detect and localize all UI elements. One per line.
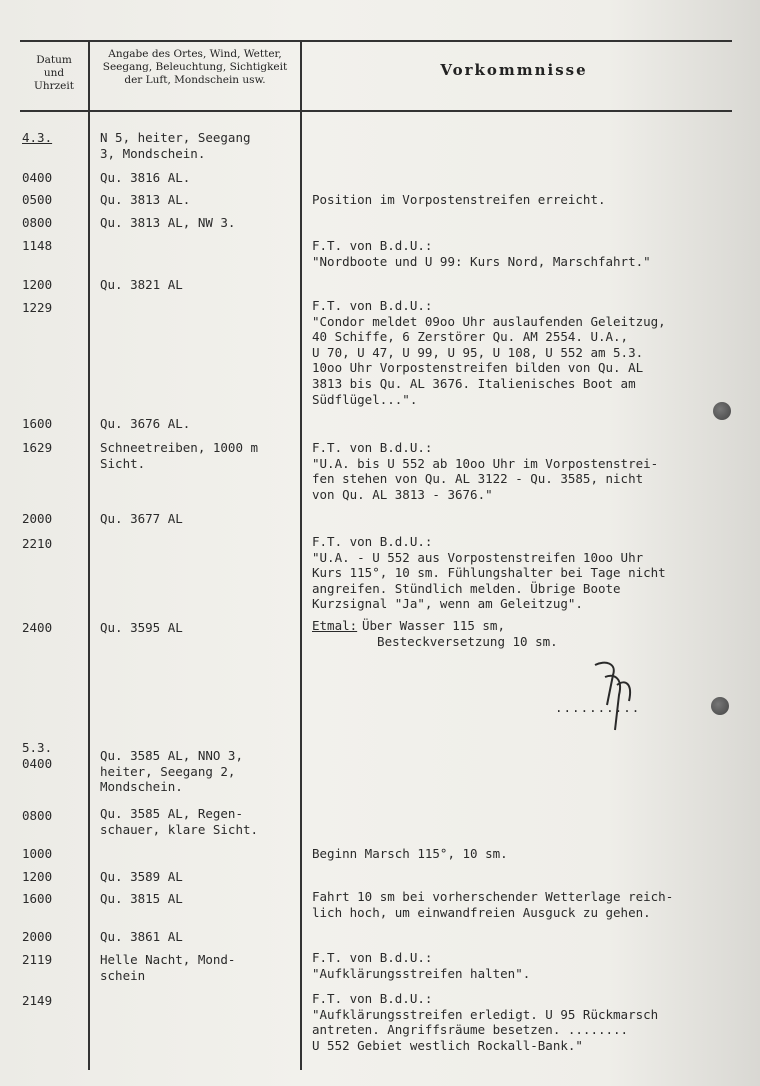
row-time: 4.3. — [22, 130, 53, 145]
column-divider-1 — [88, 40, 90, 1070]
row-time: 2119 — [22, 952, 53, 967]
row-location: Qu. 3585 AL, Regen- schauer, klare Sicht. — [100, 806, 259, 837]
row-time: 0400 — [22, 170, 53, 185]
row-event: F.T. von B.d.U.: "U.A. bis U 552 ab 10oo Uhr im Vorpostenstrei- fen stehen von Qu. AL 3122 - Qu. 3585, nicht von Qu. AL 3813 - 3676." — [312, 440, 659, 502]
header-ort-line: der Luft, Mondschein usw. — [124, 74, 266, 86]
hole-punch-dot — [711, 697, 729, 715]
row-time: 2000 — [22, 511, 53, 526]
row-location: Qu. 3861 AL — [100, 929, 183, 944]
row-location: Qu. 3589 AL — [100, 869, 183, 884]
row-event: Über Wasser 115 sm, Besteckversetzung 10 sm. — [362, 618, 558, 649]
row-location: Schneetreiben, 1000 m Sicht. — [100, 440, 259, 471]
header-ort-line: Seegang, Beleuchtung, Sichtigkeit — [102, 61, 288, 73]
row-event: F.T. von B.d.U.: "Aufklärungsstreifen erledigt. U 95 Rückmarsch antreten. Angriffsräume besetzen. ........ U 552 Gebiet westlich Rockall-Bank." — [312, 991, 659, 1053]
etmal-label: Etmal: — [312, 618, 358, 633]
row-time: 1200 — [22, 277, 53, 292]
signature-dots: .......... — [555, 700, 641, 715]
row-time: 0500 — [22, 192, 53, 207]
column-divider-2 — [300, 40, 302, 1070]
row-event: F.T. von B.d.U.: "Nordboote und U 99: Kurs Nord, Marschfahrt." — [312, 238, 651, 269]
hole-punch-dot — [713, 402, 731, 420]
row-time: 1600 — [22, 891, 53, 906]
row-location: Qu. 3821 AL — [100, 277, 183, 292]
row-event: F.T. von B.d.U.: "U.A. - U 552 aus Vorpostenstreifen 10oo Uhr Kurs 115°, 10 sm. Fühlungshalter bei Tage nicht angreifen. Stündlich melden. Übrige Boote Kurzsignal "Ja", wenn am Geleitzug". — [312, 534, 666, 612]
header-rule — [20, 110, 732, 112]
row-location: Qu. 3813 AL, NW 3. — [100, 215, 236, 230]
row-location: Qu. 3677 AL — [100, 511, 183, 526]
row-time: 5.3. 0400 — [22, 740, 53, 771]
row-time: 0800 — [22, 215, 53, 230]
row-location: Helle Nacht, Mond- schein — [100, 952, 236, 983]
row-location: Qu. 3595 AL — [100, 620, 183, 635]
row-event: Fahrt 10 sm bei vorherschender Wetterlage reich- lich hoch, um einwandfreien Ausguck zu gehen. — [312, 889, 674, 920]
row-event: F.T. von B.d.U.: "Condor meldet 09oo Uhr auslaufenden Geleitzug, 40 Schiffe, 6 Zerstörer Qu. AM 2554. U.A., U 70, U 47, U 99, U 95, U 108, U 552 am 5.3. 10oo Uhr Vorpostenstreifen bilden von Qu. AL 3813 bis Qu. AL 3676. Italienisches Boot am Südflügel...". — [312, 298, 666, 407]
row-time: 1200 — [22, 869, 53, 884]
handwritten-signature — [555, 655, 695, 735]
row-time: 1229 — [22, 300, 53, 315]
row-time: 2210 — [22, 536, 53, 551]
row-event: Beginn Marsch 115°, 10 sm. — [312, 846, 508, 861]
row-time: 2000 — [22, 929, 53, 944]
top-rule — [20, 40, 732, 42]
header-datum-line: und — [43, 67, 65, 79]
header-datum — [22, 54, 86, 93]
row-time: 2149 — [22, 993, 53, 1008]
row-time: 0800 — [22, 808, 53, 823]
header-ort-line: Angabe des Ortes, Wind, Wetter, — [108, 48, 282, 60]
row-event: F.T. von B.d.U.: "Aufklärungsstreifen halten". — [312, 950, 531, 981]
row-location: N 5, heiter, Seegang 3, Mondschein. — [100, 130, 251, 161]
row-location: Qu. 3585 AL, NNO 3, heiter, Seegang 2, Mondschein. — [100, 748, 243, 795]
row-location: Qu. 3816 AL. — [100, 170, 191, 185]
header-datum-line: Uhrzeit — [34, 80, 74, 92]
row-time: 2400 — [22, 620, 53, 635]
row-event: Position im Vorpostenstreifen erreicht. — [312, 192, 606, 207]
header-datum-line: Datum — [36, 54, 72, 66]
header-ort — [92, 48, 298, 87]
header-vorkommnisse: Vorkommnisse — [440, 61, 588, 79]
row-location: Qu. 3676 AL. — [100, 416, 191, 431]
row-location: Qu. 3815 AL — [100, 891, 183, 906]
row-time: 1600 — [22, 416, 53, 431]
row-time: 1000 — [22, 846, 53, 861]
row-time: 1629 — [22, 440, 53, 455]
row-location: Qu. 3813 AL. — [100, 192, 191, 207]
row-time: 1148 — [22, 238, 53, 253]
